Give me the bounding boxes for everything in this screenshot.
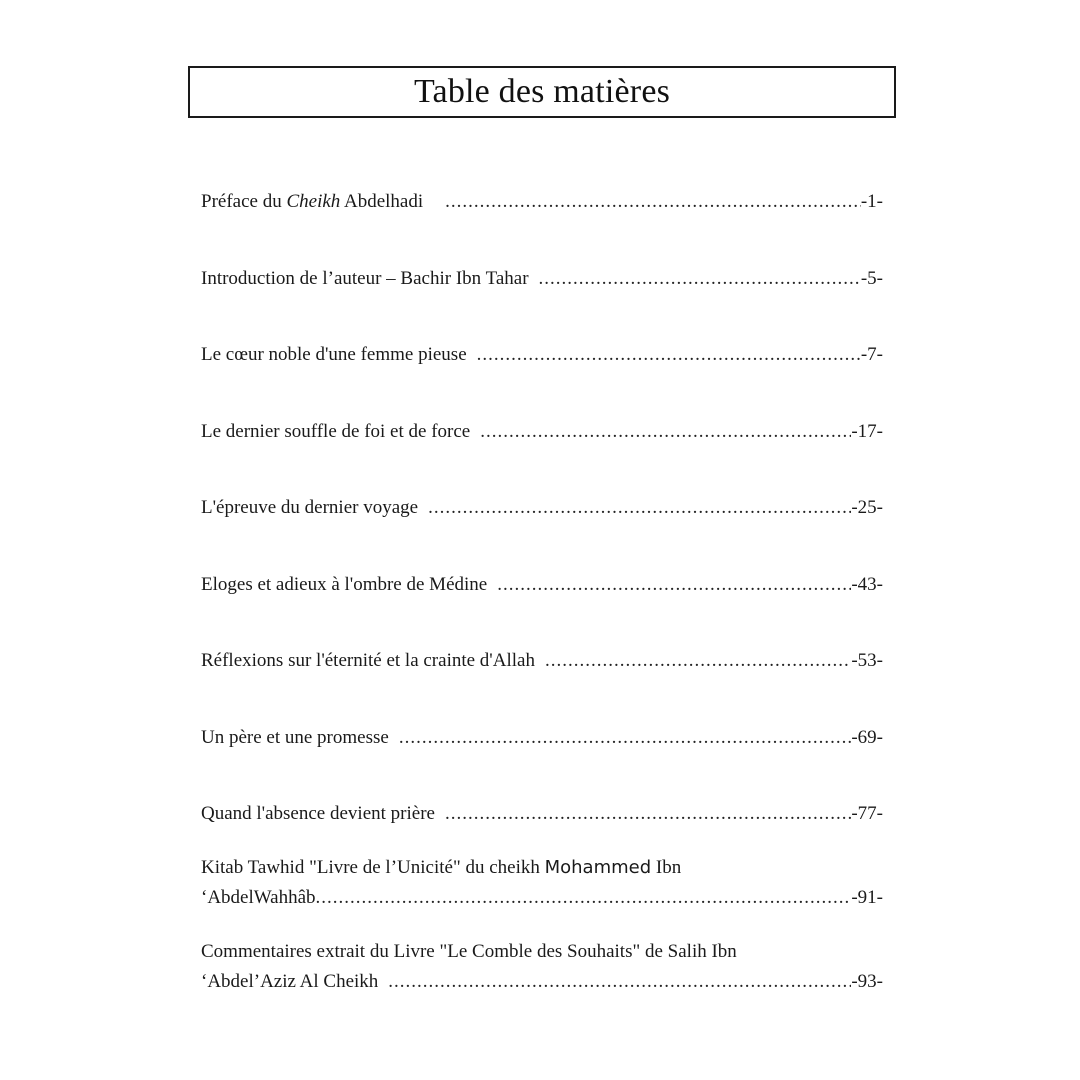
toc-entry-label-line1: Kitab Tawhid "Livre de l’Unicité" du cheikh Mohammed Ibn [201,857,682,878]
toc-entry-commentaires[interactable] [201,938,883,996]
toc-entry-label: Un père et une promesse [201,727,389,748]
toc-entry-preface[interactable] [201,188,883,216]
dot-leader [477,341,861,369]
dot-leader [539,265,861,293]
toc-page-number: -17- [851,421,883,442]
toc-page-number: -93- [851,971,883,992]
toc-entry-label: Le dernier souffle de foi et de force [201,421,471,442]
toc-page-number: -53- [851,650,883,671]
dot-leader [316,884,852,912]
toc-entry-label: Le cœur noble d'une femme pieuse [201,344,467,365]
toc-page-number: -43- [851,574,883,595]
dot-leader [445,800,851,828]
toc-entry-coeur-noble[interactable] [201,341,883,369]
toc-page-number: -5- [860,268,883,289]
toc-entry-label: L'épreuve du dernier voyage [201,497,419,518]
toc-entry-reflexions[interactable] [201,647,883,675]
toc-entry-label: Réflexions sur l'éternité et la crainte d'Allah [201,650,535,671]
toc-entry-label: Quand l'absence devient prière [201,803,435,824]
toc-page-number: -7- [860,344,883,365]
toc-entry-dernier-souffle[interactable] [201,418,883,446]
toc-page-number: -91- [851,887,883,908]
toc-entry-label-line1: Commentaires extrait du Livre "Le Comble des Souhaits" de Salih Ibn [201,941,737,962]
toc-entry-label-line2: ‘Abdel’Aziz Al Cheikh [201,971,379,992]
dot-leader [545,647,851,675]
toc-page-number: -1- [860,191,883,212]
toc-entry-kitab-tawhid[interactable] [201,854,883,912]
toc-entry-introduction[interactable] [201,265,883,293]
toc-entry-pere-promesse[interactable] [201,724,883,752]
toc-entry-label: Préface du Cheikh Abdelhadi [201,191,424,212]
toc-page-number: -25- [851,497,883,518]
toc-entry-epreuve[interactable] [201,494,883,522]
dot-leader [497,571,851,599]
toc-entry-eloges[interactable] [201,571,883,599]
dot-leader [480,418,851,446]
toc-entry-label: Introduction de l’auteur – Bachir Ibn Tahar [201,268,529,289]
dot-leader [445,188,861,216]
toc-entry-label-line2: ‘AbdelWahhâb [201,887,316,908]
dot-leader [428,494,851,522]
toc-page-number: -69- [851,727,883,748]
title-box [188,66,896,118]
toc-page-number: -77- [851,803,883,824]
dot-leader [388,968,851,996]
dot-leader [399,724,852,752]
toc-entry-absence[interactable] [201,800,883,828]
toc-entry-label: Eloges et adieux à l'ombre de Médine [201,574,488,595]
page-title: Table des matières [413,73,671,110]
